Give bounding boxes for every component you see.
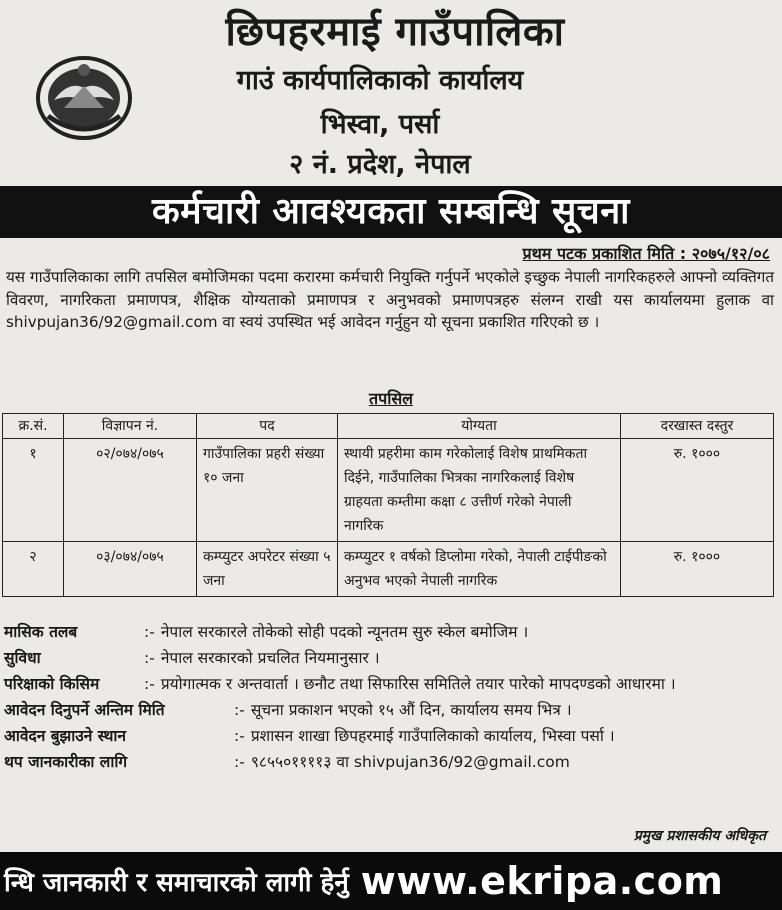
cell-post: गाउँपालिका प्रहरी संख्या १० जना bbox=[197, 439, 338, 542]
detail-separator: :- bbox=[144, 675, 155, 693]
intro-paragraph: यस गाउँपालिकाका लागि तपसिल बमोजिमका पदमा करारमा कर्मचारी नियुक्ति गर्नुपर्ने भएकोले इच्छुक नेपाली नागरिकहरुले आफ्नो व्यक्तिगत विवरण, नागरिकता प्रमाणपत्र, शैक्षिक योग्यताको प्रमाणपत्र र अनुभवको प्रमाणपत्रहरु संलग्न राखी यस कार्यालयमा हुलाक वा shivpujan36/92@gmail.com वा स्वयं उपस्थित भई आवेदन गर्नुहुन यो सूचना प्रकाशित गरिएको छ । bbox=[6, 268, 774, 331]
detail-separator: :- bbox=[144, 649, 155, 667]
header-sn: क्र.सं. bbox=[3, 414, 64, 439]
footer-url[interactable]: www.ekripa.com bbox=[360, 859, 724, 903]
table-row bbox=[3, 439, 774, 542]
detail-separator: :- bbox=[234, 727, 245, 745]
detail-facility bbox=[4, 646, 774, 670]
vacancy-table bbox=[2, 413, 774, 597]
footer-text: न्धि जानकारी र समाचारको लागी हेर्नु bbox=[4, 868, 349, 898]
detail-value: ९८५५०११११३ वा shivpujan36/92@gmail.com bbox=[250, 753, 570, 771]
detail-contact bbox=[4, 750, 774, 774]
notice-banner: कर्मचारी आवश्यकता सम्बन्धि सूचना bbox=[0, 186, 782, 238]
details-section bbox=[4, 620, 774, 776]
municipality-title: छिपहरमाई गाउँपालिका bbox=[225, 9, 565, 55]
detail-deadline bbox=[4, 698, 774, 722]
table-header-row bbox=[3, 414, 774, 439]
detail-separator: :- bbox=[234, 753, 245, 771]
cell-sn: १ bbox=[3, 439, 64, 542]
detail-salary bbox=[4, 620, 774, 644]
detail-submission-place bbox=[4, 724, 774, 748]
publication-date bbox=[523, 242, 771, 264]
province-title: २ नं. प्रदेश, नेपाल bbox=[289, 149, 471, 180]
detail-label: आवेदन दिनुपर्ने अन्तिम मिति bbox=[4, 701, 165, 719]
detail-label: सुविधा bbox=[4, 649, 41, 667]
cell-fee: रु. १००० bbox=[621, 439, 774, 542]
detail-label: परिक्षाको किसिम bbox=[4, 675, 100, 693]
cell-qualification: कम्प्युटर १ वर्षको डिप्लोमा गरेको, नेपाली टाईपीङको अनुभव भएको नेपाली नागरिक bbox=[338, 542, 621, 597]
cell-sn: २ bbox=[3, 542, 64, 597]
detail-value: सूचना प्रकाशन भएको १५ औं दिन, कार्यालय समय भित्र । bbox=[250, 701, 572, 719]
cell-fee: रु. १००० bbox=[621, 542, 774, 597]
cell-qualification: स्थायी प्रहरीमा काम गरेकोलाई विशेष प्राथमिकता दिईने, गाउँपालिका भित्रका नागरिकलाई विशेष ग्राहयता कम्तीमा कक्षा ८ उत्तीर्ण गरेको नेपाली नागरिक bbox=[338, 439, 621, 542]
signature-title: प्रमुख प्रशासकीय अधिकृत bbox=[633, 828, 766, 844]
detail-value: नेपाल सरकारले तोकेको सोही पदको न्यूनतम सुरु स्केल बमोजिम । bbox=[160, 623, 529, 641]
detail-separator: :- bbox=[144, 623, 155, 641]
detail-label: मासिक तलब bbox=[4, 623, 78, 641]
header-post: पद bbox=[197, 414, 338, 439]
detail-separator: :- bbox=[234, 701, 245, 719]
footer-banner bbox=[0, 852, 782, 910]
cell-adv-no: ०२/०७४/०७५ bbox=[64, 439, 197, 542]
government-emblem-icon bbox=[34, 50, 134, 142]
detail-exam-type bbox=[4, 672, 774, 696]
publication-date-text: प्रथम पटक प्रकाशित मिति : २०७५/१२/०८ bbox=[522, 244, 770, 263]
header-adv-no: विज्ञापन नं. bbox=[64, 414, 197, 439]
detail-label: थप जानकारीका लागि bbox=[4, 753, 128, 771]
schedule-title: तपसिल bbox=[368, 389, 414, 408]
detail-value: प्रयोगात्मक र अन्तवार्ता । छनौट तथा सिफारिस समितिले तयार पारेको मापदण्डको आधारमा । bbox=[160, 675, 676, 693]
table-row bbox=[3, 542, 774, 597]
detail-label: आवेदन बुझाउने स्थान bbox=[4, 727, 127, 745]
header-qualification: योग्यता bbox=[338, 414, 621, 439]
detail-value: नेपाल सरकारको प्रचलित नियमानुसार । bbox=[160, 649, 380, 667]
detail-value: प्रशासन शाखा छिपहरमाई गाउँपालिकाको कार्यालय, भिस्वा पर्सा । bbox=[250, 727, 615, 745]
location-title: भिस्वा, पर्सा bbox=[320, 109, 440, 140]
cell-post: कम्प्युटर अपरेटर संख्या ५ जना bbox=[197, 542, 338, 597]
header-fee: दरखास्त दस्तुर bbox=[621, 414, 774, 439]
office-title: गाउं कार्यपालिकाको कार्यालय bbox=[236, 65, 524, 96]
cell-adv-no: ०३/०७४/०७५ bbox=[64, 542, 197, 597]
